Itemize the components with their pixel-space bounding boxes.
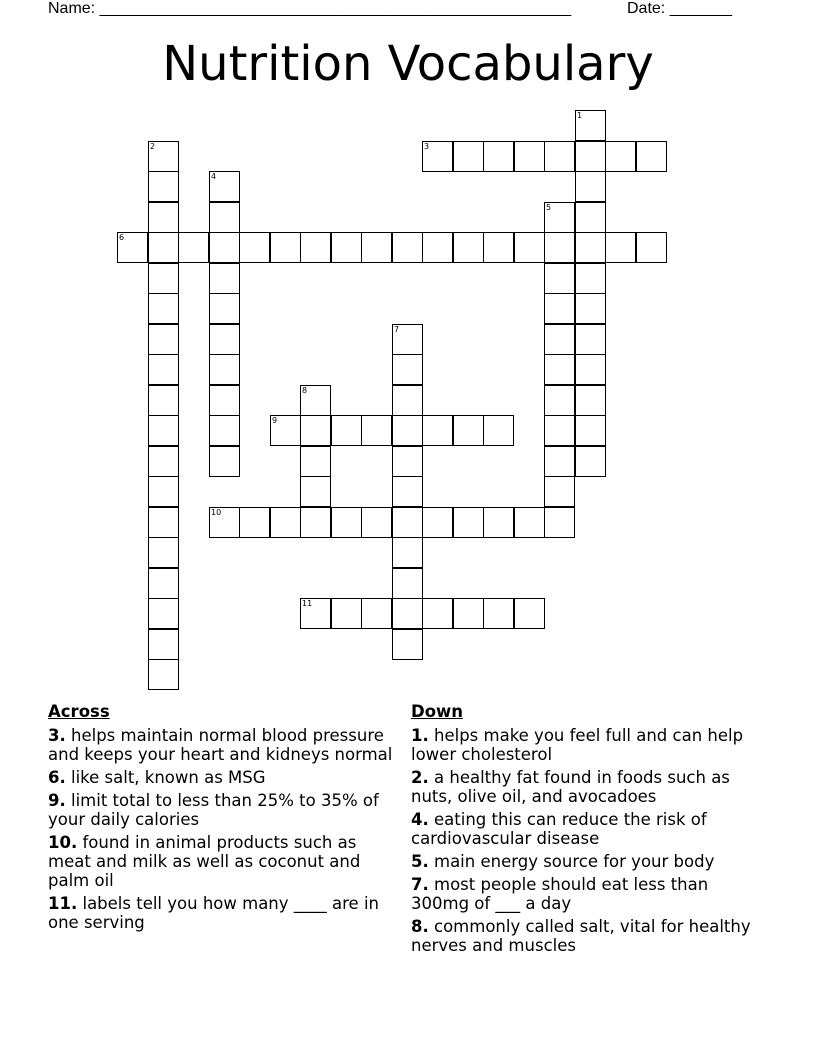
grid-cell[interactable] bbox=[300, 446, 331, 477]
grid-cell[interactable] bbox=[483, 232, 514, 263]
grid-cell[interactable] bbox=[331, 507, 362, 538]
grid-cell[interactable] bbox=[148, 202, 179, 233]
grid-cell[interactable] bbox=[148, 659, 179, 690]
grid-cell[interactable] bbox=[300, 598, 331, 629]
name-field-label: Name: _____________________________________________________ bbox=[48, 0, 572, 17]
grid-cell[interactable] bbox=[422, 507, 453, 538]
grid-cell[interactable] bbox=[392, 598, 423, 629]
cell-number: 2 bbox=[150, 142, 156, 151]
grid-cell[interactable] bbox=[117, 232, 148, 263]
grid-cell[interactable] bbox=[209, 354, 240, 385]
grid-cell[interactable] bbox=[514, 507, 545, 538]
grid-cell[interactable] bbox=[300, 385, 331, 416]
grid-cell[interactable] bbox=[209, 415, 240, 446]
grid-cell[interactable] bbox=[392, 537, 423, 568]
clue-item bbox=[48, 894, 398, 932]
grid-cell[interactable] bbox=[300, 232, 331, 263]
grid-cell[interactable] bbox=[605, 141, 636, 172]
grid-cell[interactable] bbox=[544, 141, 575, 172]
clue-item bbox=[48, 791, 398, 829]
grid-cell[interactable] bbox=[270, 507, 301, 538]
grid-cell[interactable] bbox=[514, 232, 545, 263]
grid-cell[interactable] bbox=[392, 232, 423, 263]
grid-cell[interactable] bbox=[331, 415, 362, 446]
grid-cell[interactable] bbox=[575, 324, 606, 355]
cell-number: 5 bbox=[546, 203, 552, 212]
grid-cell[interactable] bbox=[575, 293, 606, 324]
grid-cell[interactable] bbox=[178, 232, 209, 263]
clue-number: 2. bbox=[411, 768, 429, 787]
clue-item bbox=[411, 917, 761, 955]
grid-cell[interactable] bbox=[453, 232, 484, 263]
grid-cell[interactable] bbox=[148, 232, 179, 263]
grid-cell[interactable] bbox=[148, 171, 179, 202]
cell-number: 4 bbox=[211, 172, 217, 181]
grid-cell[interactable] bbox=[148, 598, 179, 629]
grid-cell[interactable] bbox=[575, 446, 606, 477]
grid-cell[interactable] bbox=[148, 537, 179, 568]
grid-cell[interactable] bbox=[575, 202, 606, 233]
grid-cell[interactable] bbox=[544, 476, 575, 507]
clue-text: like salt, known as MSG bbox=[71, 768, 266, 787]
down-heading: Down bbox=[411, 702, 464, 721]
clue-item bbox=[411, 852, 761, 871]
grid-cell[interactable] bbox=[544, 446, 575, 477]
grid-cell[interactable] bbox=[392, 415, 423, 446]
grid-cell[interactable] bbox=[422, 415, 453, 446]
grid-cell[interactable] bbox=[300, 415, 331, 446]
grid-cell[interactable] bbox=[575, 110, 606, 141]
grid-cell[interactable] bbox=[209, 446, 240, 477]
clue-text: helps maintain normal blood pressure and keeps your heart and kidneys normal bbox=[48, 726, 393, 764]
grid-cell[interactable] bbox=[544, 415, 575, 446]
grid-cell[interactable] bbox=[209, 232, 240, 263]
clue-number: 10. bbox=[48, 833, 78, 852]
grid-cell[interactable] bbox=[544, 354, 575, 385]
grid-cell[interactable] bbox=[209, 507, 240, 538]
grid-cell[interactable] bbox=[636, 141, 667, 172]
grid-cell[interactable] bbox=[209, 202, 240, 233]
grid-cell[interactable] bbox=[544, 385, 575, 416]
across-heading: Across bbox=[48, 702, 110, 721]
clue-number: 9. bbox=[48, 791, 66, 810]
grid-cell[interactable] bbox=[544, 202, 575, 233]
grid-cell[interactable] bbox=[300, 476, 331, 507]
clue-text: eating this can reduce the risk of cardiovascular disease bbox=[411, 810, 707, 848]
grid-cell[interactable] bbox=[392, 507, 423, 538]
clue-text: most people should eat less than 300mg of ___ a day bbox=[411, 875, 709, 913]
grid-cell[interactable] bbox=[392, 385, 423, 416]
grid-cell[interactable] bbox=[544, 293, 575, 324]
clue-number: 7. bbox=[411, 875, 429, 894]
grid-cell[interactable] bbox=[392, 324, 423, 355]
grid-cell[interactable] bbox=[148, 324, 179, 355]
clue-item bbox=[48, 768, 398, 787]
cell-number: 9 bbox=[272, 416, 278, 425]
grid-cell[interactable] bbox=[148, 629, 179, 660]
grid-cell[interactable] bbox=[209, 324, 240, 355]
grid-cell[interactable] bbox=[422, 598, 453, 629]
clue-text: main energy source for your body bbox=[434, 852, 715, 871]
clue-item bbox=[411, 726, 761, 764]
clue-item bbox=[48, 726, 398, 764]
clue-item bbox=[411, 875, 761, 913]
cell-number: 11 bbox=[302, 599, 313, 608]
clue-text: a healthy fat found in foods such as nuts, olive oil, and avocadoes bbox=[411, 768, 730, 806]
clue-text: found in animal products such as meat and milk as well as coconut and palm oil bbox=[48, 833, 361, 890]
grid-cell[interactable] bbox=[209, 293, 240, 324]
grid-cell[interactable] bbox=[270, 232, 301, 263]
grid-cell[interactable] bbox=[148, 476, 179, 507]
grid-cell[interactable] bbox=[392, 568, 423, 599]
grid-cell[interactable] bbox=[239, 232, 270, 263]
grid-cell[interactable] bbox=[483, 598, 514, 629]
grid-cell[interactable] bbox=[544, 232, 575, 263]
grid-cell[interactable] bbox=[575, 141, 606, 172]
grid-cell[interactable] bbox=[148, 263, 179, 294]
grid-cell[interactable] bbox=[209, 385, 240, 416]
cell-number: 8 bbox=[302, 386, 308, 395]
grid-cell[interactable] bbox=[148, 385, 179, 416]
clue-number: 11. bbox=[48, 894, 78, 913]
grid-cell[interactable] bbox=[361, 598, 392, 629]
grid-cell[interactable] bbox=[209, 171, 240, 202]
grid-cell[interactable] bbox=[544, 324, 575, 355]
grid-cell[interactable] bbox=[575, 263, 606, 294]
grid-cell[interactable] bbox=[331, 232, 362, 263]
grid-cell[interactable] bbox=[453, 507, 484, 538]
grid-cell[interactable] bbox=[544, 263, 575, 294]
clue-item bbox=[411, 810, 761, 848]
clue-number: 3. bbox=[48, 726, 66, 745]
clue-number: 4. bbox=[411, 810, 429, 829]
grid-cell[interactable] bbox=[148, 446, 179, 477]
grid-cell[interactable] bbox=[544, 507, 575, 538]
clue-item bbox=[48, 833, 398, 890]
page-title: Nutrition Vocabulary bbox=[162, 36, 654, 92]
grid-cell[interactable] bbox=[575, 171, 606, 202]
clue-text: labels tell you how many ____ are in one serving bbox=[48, 894, 379, 932]
grid-cell[interactable] bbox=[453, 415, 484, 446]
grid-cell[interactable] bbox=[392, 476, 423, 507]
grid-cell[interactable] bbox=[483, 415, 514, 446]
grid-cell[interactable] bbox=[331, 598, 362, 629]
grid-cell[interactable] bbox=[575, 232, 606, 263]
grid-cell[interactable] bbox=[300, 507, 331, 538]
clue-item bbox=[411, 768, 761, 806]
grid-cell[interactable] bbox=[148, 354, 179, 385]
cell-number: 7 bbox=[394, 325, 400, 334]
grid-cell[interactable] bbox=[148, 415, 179, 446]
across-clues bbox=[48, 702, 398, 932]
grid-cell[interactable] bbox=[148, 568, 179, 599]
clue-number: 5. bbox=[411, 852, 429, 871]
grid-cell[interactable] bbox=[361, 415, 392, 446]
cell-number: 10 bbox=[211, 508, 222, 517]
grid-cell[interactable] bbox=[636, 232, 667, 263]
clue-number: 1. bbox=[411, 726, 429, 745]
clue-text: limit total to less than 25% to 35% of your daily calories bbox=[48, 791, 379, 829]
grid-cell[interactable] bbox=[209, 263, 240, 294]
grid-cell[interactable] bbox=[148, 507, 179, 538]
grid-cell[interactable] bbox=[575, 385, 606, 416]
grid-cell[interactable] bbox=[148, 293, 179, 324]
cell-number: 6 bbox=[119, 233, 125, 242]
grid-cell[interactable] bbox=[422, 232, 453, 263]
grid-cell[interactable] bbox=[392, 446, 423, 477]
grid-cell[interactable] bbox=[575, 354, 606, 385]
cell-number: 3 bbox=[424, 142, 430, 151]
grid-cell[interactable] bbox=[483, 141, 514, 172]
grid-cell[interactable] bbox=[361, 232, 392, 263]
grid-cell[interactable] bbox=[575, 415, 606, 446]
clue-text: commonly called salt, vital for healthy nerves and muscles bbox=[411, 917, 751, 955]
cell-number: 1 bbox=[577, 111, 583, 120]
grid-cell[interactable] bbox=[239, 507, 270, 538]
grid-cell[interactable] bbox=[392, 629, 423, 660]
grid-cell[interactable] bbox=[148, 141, 179, 172]
clue-number: 8. bbox=[411, 917, 429, 936]
clue-text: helps make you feel full and can help lower cholesterol bbox=[411, 726, 744, 764]
grid-cell[interactable] bbox=[605, 232, 636, 263]
down-clues bbox=[411, 702, 761, 955]
grid-cell[interactable] bbox=[422, 141, 453, 172]
grid-cell[interactable] bbox=[361, 507, 392, 538]
grid-cell[interactable] bbox=[453, 141, 484, 172]
grid-cell[interactable] bbox=[514, 141, 545, 172]
grid-cell[interactable] bbox=[514, 598, 545, 629]
grid-cell[interactable] bbox=[453, 598, 484, 629]
grid-cell[interactable] bbox=[483, 507, 514, 538]
grid-cell[interactable] bbox=[270, 415, 301, 446]
date-field-label: Date: _______ bbox=[627, 0, 732, 17]
grid-cell[interactable] bbox=[392, 354, 423, 385]
clue-number: 6. bbox=[48, 768, 66, 787]
